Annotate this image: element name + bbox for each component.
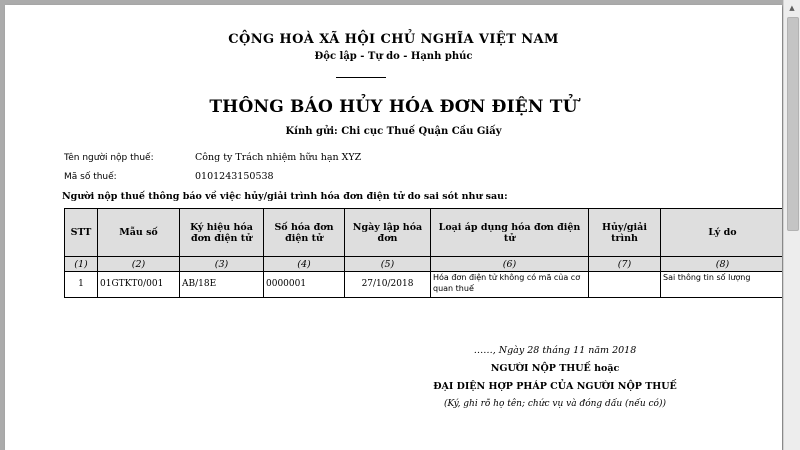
table-header-row bbox=[65, 209, 783, 257]
header-cell: Hủy/giải trình bbox=[589, 209, 661, 257]
table-row bbox=[65, 272, 783, 298]
table-column-number-row bbox=[65, 257, 783, 272]
document-page bbox=[5, 5, 782, 450]
scrollbar-thumb[interactable] bbox=[787, 17, 799, 231]
taxpayer-name-label: Tên người nộp thuế: bbox=[64, 153, 154, 163]
column-number-cell: (5) bbox=[345, 257, 431, 272]
cell-reason: Sai thông tin số lượng bbox=[661, 272, 783, 298]
addressee: Kính gửi: Chi cục Thuế Quận Cầu Giấy bbox=[285, 126, 502, 137]
header-cell: Số hóa đơn điện tử bbox=[264, 209, 345, 257]
cell-stt: 1 bbox=[65, 272, 98, 298]
vertical-scrollbar[interactable] bbox=[783, 0, 800, 450]
taxpayer-name-value: Công ty Trách nhiệm hữu hạn XYZ bbox=[195, 152, 362, 163]
signature-line-1: NGƯỜI NỘP THUẾ hoặc bbox=[490, 363, 620, 374]
invoice-table bbox=[64, 208, 782, 298]
header-divider bbox=[336, 77, 386, 78]
header-cell: Ký hiệu hóa đơn điện tử bbox=[180, 209, 264, 257]
header-cell: Mẫu số bbox=[98, 209, 180, 257]
column-number-cell: (6) bbox=[431, 257, 589, 272]
cell-form-number: 01GTKT0/001 bbox=[98, 272, 180, 298]
column-number-cell: (7) bbox=[589, 257, 661, 272]
column-number-cell: (4) bbox=[264, 257, 345, 272]
signature-date: ……, Ngày 28 tháng 11 năm 2018 bbox=[473, 345, 637, 356]
cell-invoice-type: Hóa đơn điện tử không có mã của cơ quan thuế bbox=[431, 272, 589, 298]
signature-line-2: ĐẠI DIỆN HỢP PHÁP CỦA NGƯỜI NỘP THUẾ bbox=[433, 381, 677, 392]
header-cell: Lý do bbox=[661, 209, 783, 257]
column-number-cell: (2) bbox=[98, 257, 180, 272]
motto: Độc lập - Tự do - Hạnh phúc bbox=[314, 51, 473, 62]
cell-invoice-symbol: AB/18E bbox=[180, 272, 264, 298]
header-cell: Ngày lập hóa đơn bbox=[345, 209, 431, 257]
header-cell: Loại áp dụng hóa đơn điện tử bbox=[431, 209, 589, 257]
cell-invoice-number: 0000001 bbox=[264, 272, 345, 298]
taxcode-label: Mã số thuế: bbox=[64, 172, 117, 182]
document-title: THÔNG BÁO HỦY HÓA ĐƠN ĐIỆN TỬ bbox=[209, 97, 578, 117]
column-number-cell: (1) bbox=[65, 257, 98, 272]
nation-header: CỘNG HOÀ XÃ HỘI CHỦ NGHĨA VIỆT NAM bbox=[228, 32, 559, 47]
column-number-cell: (3) bbox=[180, 257, 264, 272]
column-number-cell: (8) bbox=[661, 257, 783, 272]
taxcode-value: 0101243150538 bbox=[195, 171, 274, 182]
scroll-up-arrow-icon[interactable]: ▲ bbox=[789, 4, 795, 12]
signature-note: (Ký, ghi rõ họ tên; chức vụ và đóng dấu (nếu có)) bbox=[444, 399, 666, 409]
cell-cancel-explain bbox=[589, 272, 661, 298]
cell-invoice-date: 27/10/2018 bbox=[345, 272, 431, 298]
header-cell: STT bbox=[65, 209, 98, 257]
intro-text: Người nộp thuế thông báo về việc hủy/giải trình hóa đơn điện tử do sai sót như sau: bbox=[62, 191, 508, 202]
